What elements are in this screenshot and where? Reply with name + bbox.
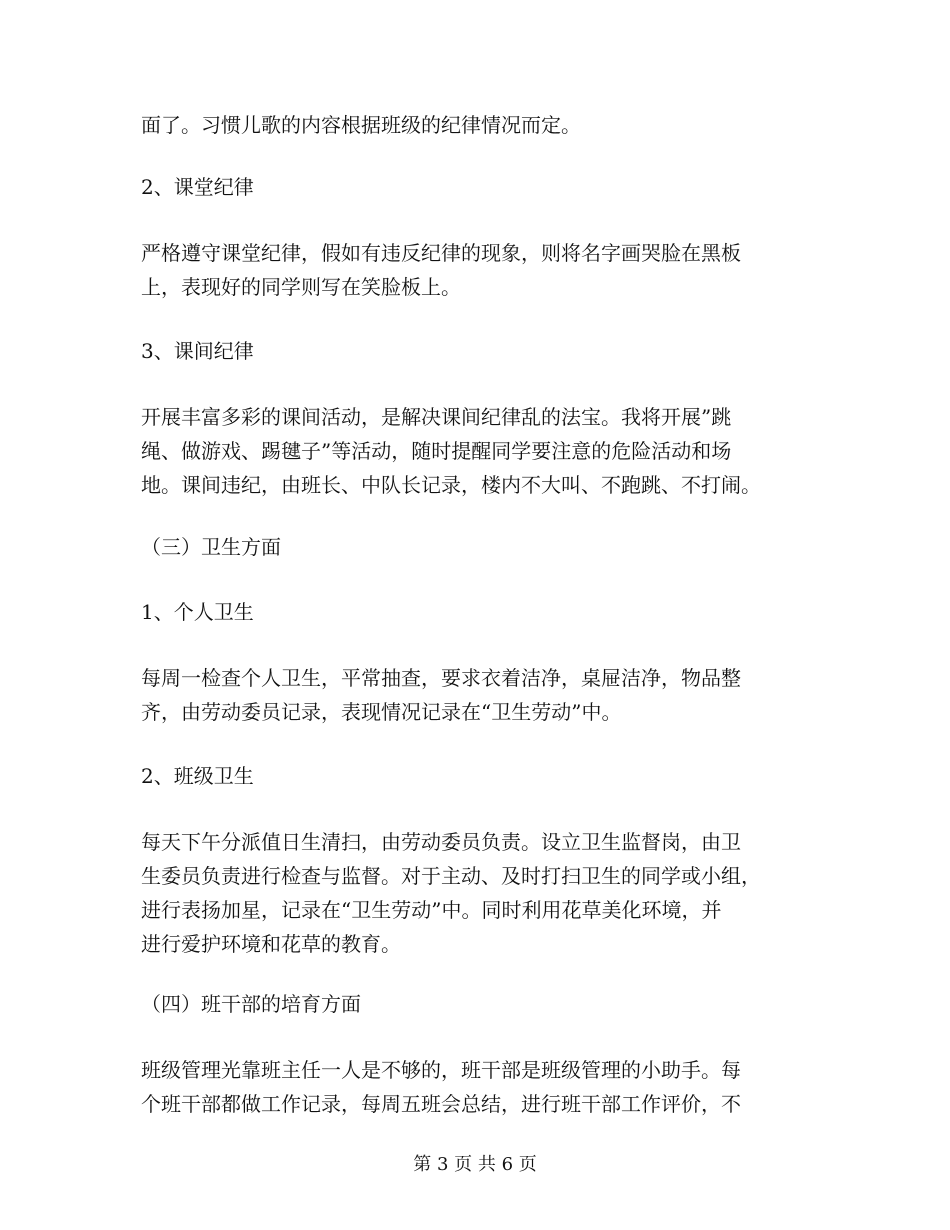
paragraph [141, 236, 809, 304]
text-line: 进行表扬加星，记录在“卫生劳动”中。同时利用花草美化环境，并 [141, 898, 722, 922]
text-line: 个班干部都做工作记录，每周五班会总结，进行班干部工作评价，不 [141, 1092, 741, 1116]
text-line: 3、课间纪律 [141, 339, 254, 363]
section-heading [141, 595, 809, 629]
text-line: 面了。习惯儿歌的内容根据班级的纪律情况而定。 [141, 113, 581, 137]
text-line: 绳、做游戏、踢毽子”等活动，随时提醒同学要注意的危险活动和场 [141, 439, 732, 463]
text-line: 地。课间违纪，由班长、中队长记录，楼内不大叫、不跑跳、不打闹。 [141, 473, 761, 497]
text-line: 2、课堂纪律 [141, 175, 254, 199]
text-line: 2、班级卫生 [141, 764, 254, 788]
text-line: 生委员负责进行检查与监督。对于主动、及时打扫卫生的同学或小组， [141, 864, 761, 888]
paragraph [141, 400, 809, 502]
paragraph [141, 1053, 809, 1121]
page-footer [0, 1150, 950, 1180]
section-heading [141, 759, 809, 793]
paragraph [141, 108, 809, 142]
section-heading [141, 987, 809, 1021]
text-line: （三）卫生方面 [141, 535, 281, 559]
page-number-label: 第 3 页 共 6 页 [413, 1154, 537, 1175]
text-line: 进行爱护环境和花草的教育。 [141, 932, 401, 956]
section-heading [141, 334, 809, 368]
text-line: 班级管理光靠班主任一人是不够的，班干部是班级管理的小助手。每 [141, 1058, 741, 1082]
text-line: 1、个人卫生 [141, 600, 254, 624]
text-line: 每周一检查个人卫生，平常抽查，要求衣着洁净，桌屉洁净，物品整 [141, 666, 741, 690]
text-line: 每天下午分派值日生清扫，由劳动委员负责。设立卫生监督岗，由卫 [141, 830, 741, 854]
text-line: 开展丰富多彩的课间活动，是解决课间纪律乱的法宝。我将开展”跳 [141, 405, 732, 429]
text-line: （四）班干部的培育方面 [141, 992, 361, 1016]
section-heading [141, 530, 809, 564]
paragraph [141, 825, 809, 961]
text-line: 齐，由劳动委员记录，表现情况记录在“卫生劳动”中。 [141, 700, 622, 724]
section-heading [141, 170, 809, 204]
text-line: 严格遵守课堂纪律，假如有违反纪律的现象，则将名字画哭脸在黑板 [141, 241, 741, 265]
paragraph [141, 661, 809, 729]
text-line: 上，表现好的同学则写在笑脸板上。 [141, 275, 461, 299]
